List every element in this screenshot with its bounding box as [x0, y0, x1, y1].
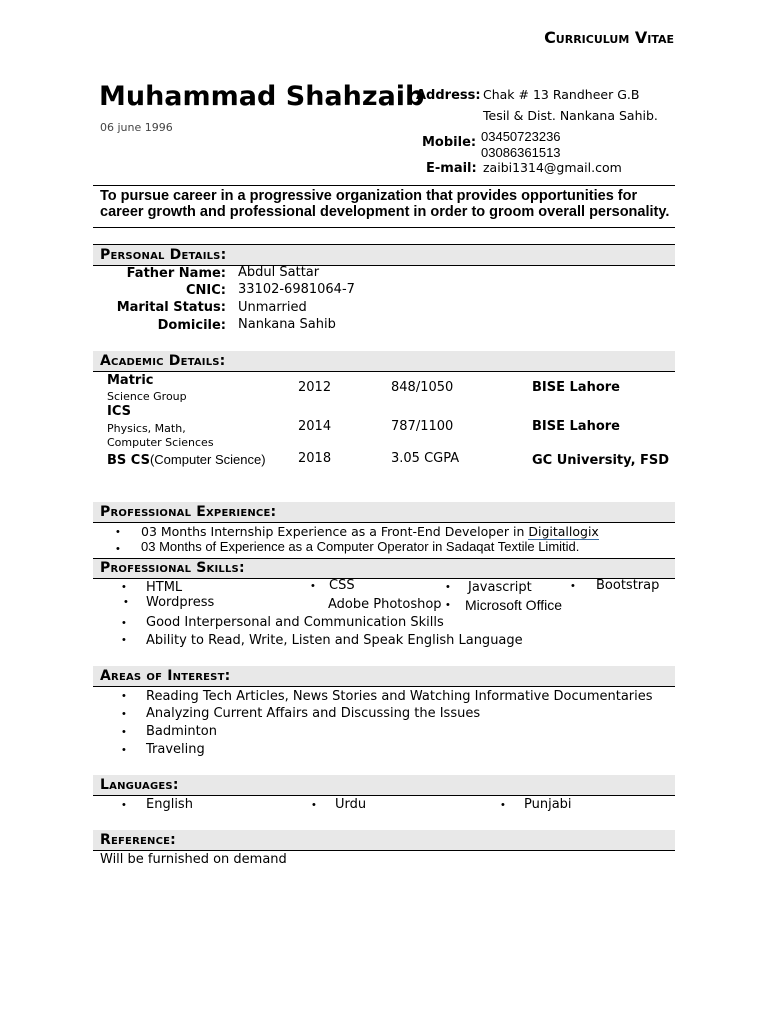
ics-board: BISE Lahore	[532, 419, 620, 434]
degree-matric: Matric	[107, 373, 154, 388]
bscs-year: 2018	[298, 451, 332, 466]
bullet-icon: •	[122, 726, 126, 738]
degree-bscs	[107, 452, 266, 468]
domicile-label: Domicile:	[157, 318, 226, 333]
experience-item-1	[141, 524, 599, 539]
section-heading: Languages:	[100, 777, 179, 793]
skill-html: HTML	[146, 580, 183, 595]
section-areas-of-interest	[93, 666, 675, 687]
matric-year: 2012	[298, 380, 332, 395]
mobile-number-1: 03450723236	[481, 129, 561, 144]
interest-item: Traveling	[146, 742, 205, 757]
divider-objective	[93, 227, 675, 228]
bullet-icon: •	[446, 581, 450, 593]
language-urdu: Urdu	[335, 797, 367, 812]
bullet-icon: •	[122, 799, 126, 811]
skill-javascript: Javascript	[468, 580, 532, 595]
bscs-marks: 3.05 CGPA	[391, 451, 460, 466]
father-name-label: Father Name:	[126, 266, 226, 281]
language-english: English	[146, 797, 193, 812]
marital-status-label: Marital Status:	[116, 300, 226, 315]
section-heading: Areas of Interest:	[100, 668, 231, 684]
section-professional-experience	[93, 502, 675, 523]
degree-ics-detail-2: Computer Sciences	[107, 436, 214, 449]
skill-soft-1: Good Interpersonal and Communication Skills	[146, 615, 444, 630]
ics-year: 2014	[298, 419, 332, 434]
bullet-icon: •	[122, 708, 126, 720]
divider-top	[93, 185, 675, 186]
father-name-value: Abdul Sattar	[238, 265, 320, 280]
mobile-label: Mobile:	[422, 135, 477, 150]
bullet-icon: •	[124, 596, 128, 608]
bullet-icon: •	[122, 617, 126, 629]
ics-marks: 787/1100	[391, 419, 454, 434]
section-reference	[93, 830, 675, 851]
degree-ics-detail-1: Physics, Math,	[107, 422, 186, 435]
skill-wordpress: Wordpress	[146, 595, 215, 610]
domicile-value: Nankana Sahib	[238, 317, 336, 332]
bullet-icon: •	[122, 581, 126, 593]
interest-item: Reading Tech Articles, News Stories and Watching Informative Documentaries	[146, 689, 653, 704]
skill-css: CSS	[329, 578, 355, 593]
cnic-value: 33102-6981064-7	[238, 282, 355, 297]
degree-matric-detail: Science Group	[107, 390, 187, 403]
section-professional-skills	[93, 558, 675, 579]
candidate-name: Muhammad Shahzaib	[99, 81, 425, 112]
section-heading: Reference:	[100, 832, 176, 848]
date-of-birth: 06 june 1996	[100, 121, 173, 134]
email-value: zaibi1314@gmail.com	[483, 160, 622, 175]
address-line-2: Tesil & Dist. Nankana Sahib.	[483, 108, 658, 123]
skill-photoshop: Adobe Photoshop	[328, 597, 442, 612]
section-heading: Personal Details:	[100, 247, 227, 263]
skill-soft-2: Ability to Read, Write, Listen and Speak English Language	[146, 633, 523, 648]
mobile-number-2: 03086361513	[481, 145, 561, 160]
experience-item-1-text: 03 Months Internship Experience as a Front-End Developer in	[141, 524, 529, 539]
bullet-icon: •	[312, 799, 316, 811]
bullet-icon: •	[446, 599, 450, 611]
career-objective: To pursue career in a progressive organization that provides opportunities for career growth and professional development in order to groom overall personality.	[100, 188, 670, 220]
document-title: Curriculum Vitae	[544, 28, 674, 47]
skill-microsoft-office: Microsoft Office	[465, 597, 562, 613]
matric-board: BISE Lahore	[532, 380, 620, 395]
section-languages	[93, 775, 675, 796]
bullet-icon: •	[116, 543, 120, 555]
email-label: E-mail:	[426, 161, 477, 176]
experience-company: Digitallogix	[528, 524, 599, 539]
matric-marks: 848/1050	[391, 380, 454, 395]
degree-bscs-title: BS CS	[107, 453, 150, 468]
bullet-icon: •	[122, 690, 126, 702]
section-heading: Professional Experience:	[100, 504, 277, 520]
bullet-icon: •	[122, 744, 126, 756]
address-label: Address:	[416, 88, 481, 103]
bullet-icon: •	[311, 580, 315, 592]
bscs-board: GC University, FSD	[532, 453, 670, 468]
language-punjabi: Punjabi	[524, 797, 572, 812]
section-heading: Professional Skills:	[100, 560, 245, 576]
degree-ics: ICS	[107, 404, 131, 419]
interest-item: Analyzing Current Affairs and Discussing the Issues	[146, 706, 481, 721]
marital-status-value: Unmarried	[238, 300, 307, 315]
address-line-1: Chak # 13 Randheer G.B	[483, 87, 640, 102]
bullet-icon: •	[571, 580, 575, 592]
bullet-icon: •	[122, 634, 126, 646]
experience-item-2: 03 Months of Experience as a Computer Operator in Sadaqat Textile Limitid.	[141, 539, 580, 554]
skill-bootstrap: Bootstrap	[596, 578, 660, 593]
section-academic-details	[93, 351, 675, 372]
bullet-icon: •	[501, 799, 505, 811]
section-heading: Academic Details:	[100, 353, 226, 369]
degree-bscs-detail: (Computer Science)	[149, 452, 266, 467]
cnic-label: CNIC:	[186, 283, 226, 298]
bullet-icon: •	[116, 526, 120, 538]
section-personal-details	[93, 244, 675, 266]
reference-text: Will be furnished on demand	[100, 852, 287, 867]
interest-item: Badminton	[146, 724, 217, 739]
